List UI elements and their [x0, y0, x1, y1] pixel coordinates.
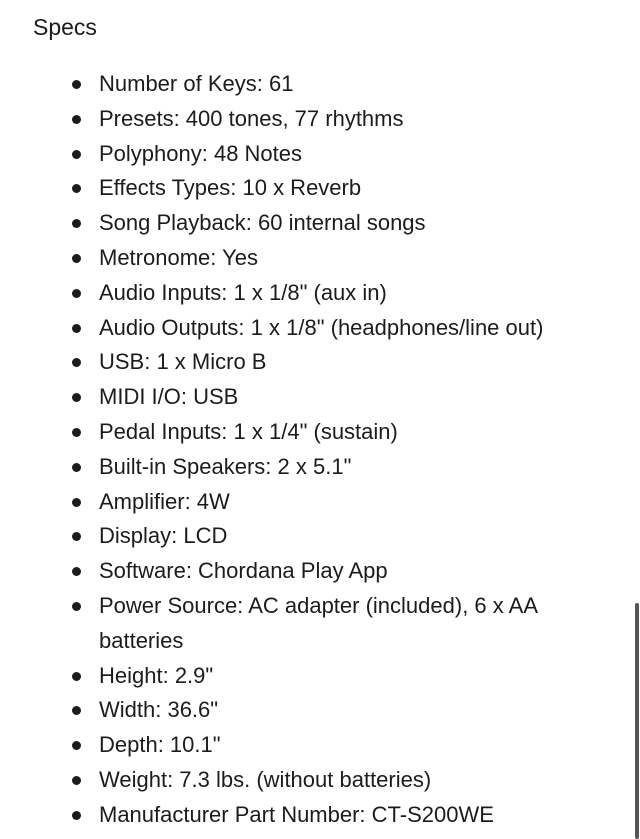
spec-text: Manufacturer Part Number: CT-S200WE — [99, 801, 494, 827]
bullet-icon — [72, 80, 81, 89]
spec-item-usb — [0, 345, 620, 380]
section-heading: Specs — [33, 14, 97, 40]
bullet-icon — [72, 115, 81, 124]
spec-text: Presets: 400 tones, 77 rhythms — [99, 105, 404, 131]
spec-text: Weight: 7.3 lbs. (without batteries) — [99, 766, 432, 792]
spec-text: Effects Types: 10 x Reverb — [99, 175, 362, 201]
bullet-icon — [72, 811, 81, 820]
spec-item-depth — [0, 728, 620, 763]
bullet-icon — [72, 532, 81, 541]
spec-text: Software: Chordana Play App — [99, 558, 388, 584]
spec-text: Audio Outputs: 1 x 1/8" (headphones/line out) — [99, 314, 544, 340]
spec-item-song-playback — [0, 206, 620, 241]
spec-item-width — [0, 693, 620, 728]
spec-text: MIDI I/O: USB — [99, 384, 239, 410]
spec-text: Song Playback: 60 internal songs — [99, 210, 426, 236]
spec-item-presets — [0, 102, 620, 137]
spec-item-built-in-speakers — [0, 450, 620, 485]
spec-item-height — [0, 659, 620, 694]
spec-text: Height: 2.9" — [99, 662, 214, 688]
spec-item-audio-inputs — [0, 276, 620, 311]
bullet-icon — [72, 254, 81, 263]
spec-text: Display: LCD — [99, 523, 228, 549]
spec-text: Number of Keys: 61 — [99, 71, 294, 96]
bullet-icon — [72, 463, 81, 472]
spec-item-power-source — [0, 589, 620, 659]
bullet-icon — [72, 498, 81, 507]
scrollbar-thumb[interactable] — [635, 603, 639, 839]
bullet-icon — [72, 393, 81, 402]
spec-list — [0, 67, 620, 833]
spec-text: Power Source: AC adapter (included), 6 x AA batteries — [99, 592, 537, 653]
spec-item-amplifier — [0, 485, 620, 520]
spec-item-display — [0, 519, 620, 554]
bullet-icon — [72, 219, 81, 228]
bullet-icon — [72, 706, 81, 715]
spec-item-pedal-inputs — [0, 415, 620, 450]
bullet-icon — [72, 567, 81, 576]
spec-item-manufacturer-part-number — [0, 798, 620, 833]
bullet-icon — [72, 672, 81, 681]
scrollbar[interactable] — [634, 0, 640, 839]
spec-item-polyphony — [0, 137, 620, 172]
spec-text: Audio Inputs: 1 x 1/8" (aux in) — [99, 279, 387, 305]
spec-text: Amplifier: 4W — [99, 488, 230, 514]
bullet-icon — [72, 324, 81, 333]
spec-item-audio-outputs — [0, 311, 620, 346]
spec-item-number-of-keys — [0, 67, 620, 102]
spec-item-effects-types — [0, 171, 620, 206]
bullet-icon — [72, 184, 81, 193]
spec-text: Depth: 10.1" — [99, 732, 221, 758]
spec-text: Built-in Speakers: 2 x 5.1" — [99, 453, 352, 479]
bullet-icon — [72, 776, 81, 785]
spec-text: USB: 1 x Micro B — [99, 349, 267, 375]
bullet-icon — [72, 741, 81, 750]
bullet-icon — [72, 428, 81, 437]
spec-item-weight — [0, 763, 620, 798]
spec-text: Width: 36.6" — [99, 697, 219, 723]
spec-text: Polyphony: 48 Notes — [99, 140, 303, 166]
bullet-icon — [72, 150, 81, 159]
spec-text: Pedal Inputs: 1 x 1/4" (sustain) — [99, 418, 398, 444]
bullet-icon — [72, 602, 81, 611]
bullet-icon — [72, 358, 81, 367]
spec-item-midi-io — [0, 380, 620, 415]
spec-text: Metronome: Yes — [99, 244, 258, 270]
spec-item-metronome — [0, 241, 620, 276]
spec-item-software — [0, 554, 620, 589]
bullet-icon — [72, 289, 81, 298]
